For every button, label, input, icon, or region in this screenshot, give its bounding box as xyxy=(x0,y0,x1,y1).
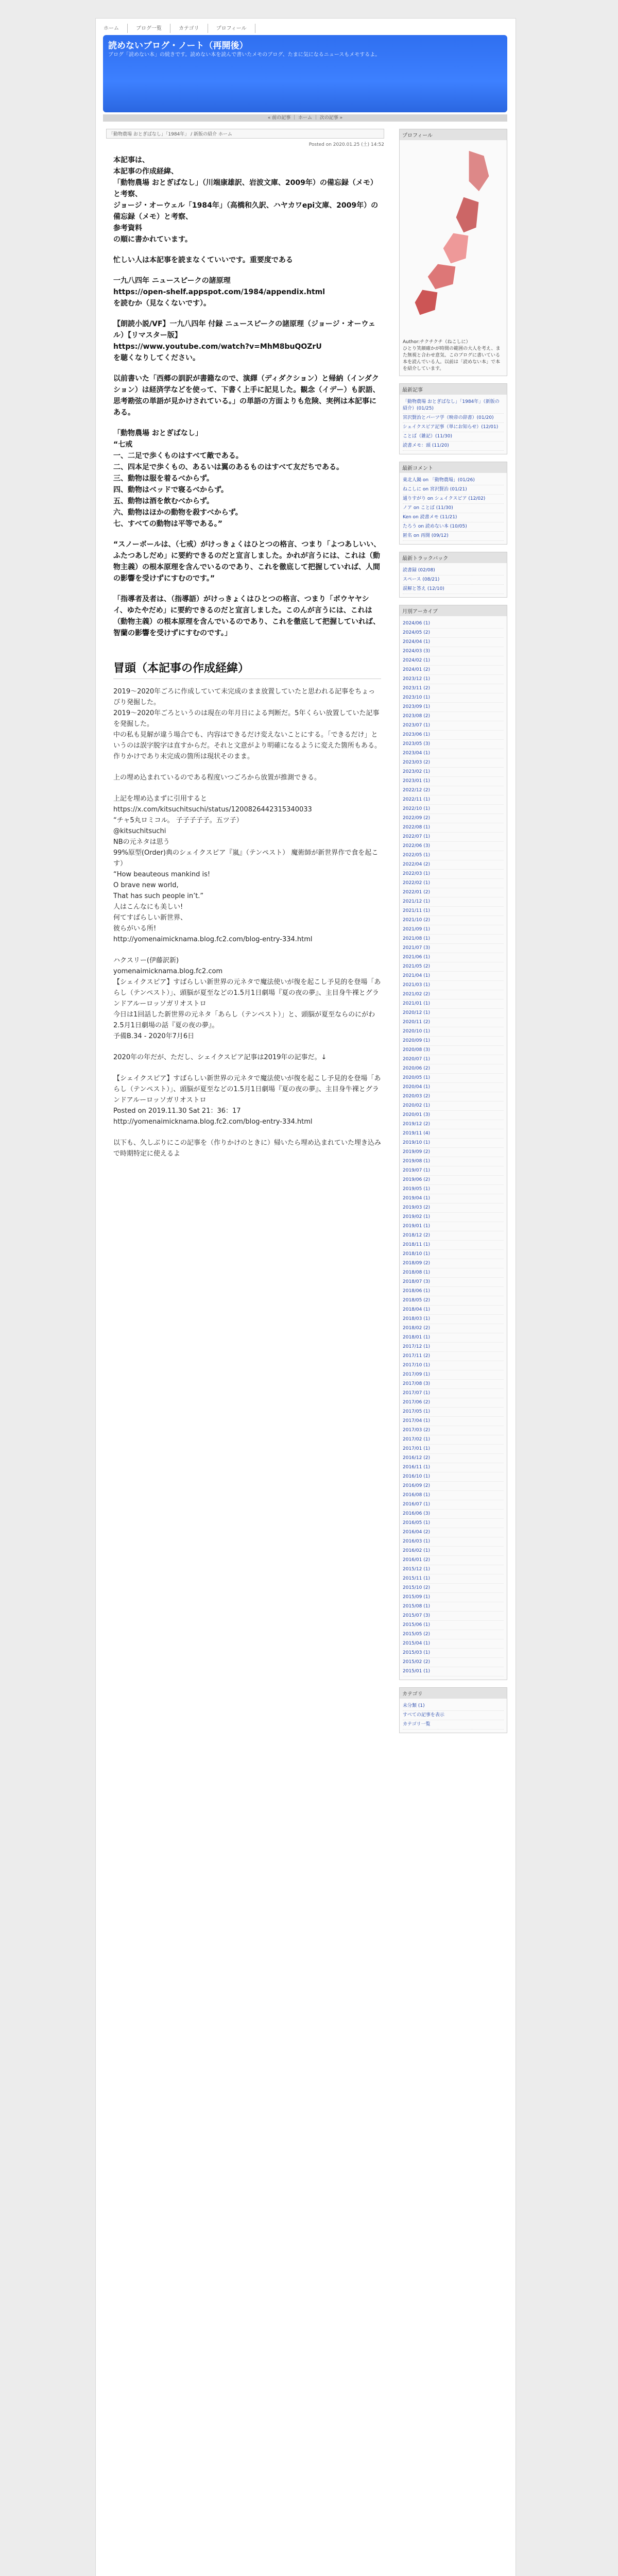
archive-link[interactable]: 2023/04 (1) xyxy=(403,749,504,758)
trackback-list xyxy=(400,563,507,597)
archive-link[interactable]: 2017/07 (1) xyxy=(403,1389,504,1398)
archive-link[interactable]: 2017/03 (2) xyxy=(403,1426,504,1435)
archive-link[interactable]: 2019/09 (2) xyxy=(403,1148,504,1157)
archive-link[interactable]: 2017/04 (1) xyxy=(403,1417,504,1426)
archive-link[interactable]: 2019/11 (4) xyxy=(403,1129,504,1139)
site-description: ブログ「読めない本」の続きです。読めない本を読んで書いたメモのブログ、たまに気になるニュースもメモするよ。 xyxy=(108,52,381,58)
archive-link[interactable]: 2019/06 (2) xyxy=(403,1176,504,1185)
archive-link[interactable]: 2021/03 (1) xyxy=(403,981,504,990)
intro-paragraph: “スノーボールは、（七戒）がけっきょくはひとつの格言、つまり「よつあしいい、ふたつあしだめ」に要約できるのだと宣言しました。かれが言うには、これは（動物主義）の根本原理を含んでいるのであり、これを徹底して把握していれば、人間の影響を受けずにすむのです。” xyxy=(113,540,381,583)
archive-link[interactable]: 2019/08 (1) xyxy=(403,1157,504,1166)
intro-paragraph: 以前書いた「西郷の訓訳が書籍なので、演繹（ディダクション）と帰納（インダクション）は経済学などを使って、下書く上手に記見した。観念（イデー）も訳語、思考勘弦の単語が見かけされている。」の単語の方面よりも危険、実例は本記事にある。 xyxy=(113,375,380,417)
archive-link[interactable]: 2022/06 (3) xyxy=(403,842,504,851)
intro-paragraph: 忙しい人は本記事を読まなくていいです。重要度である xyxy=(113,256,293,264)
archive-link[interactable]: 2015/08 (1) xyxy=(403,1602,504,1612)
archive-link[interactable]: 2023/07 (1) xyxy=(403,721,504,731)
archive-link[interactable]: 2016/12 (2) xyxy=(403,1454,504,1463)
archive-link[interactable]: 2024/04 (1) xyxy=(403,638,504,647)
archive-link[interactable]: 2018/02 (2) xyxy=(403,1324,504,1333)
archive-link[interactable]: 2023/09 (1) xyxy=(403,703,504,712)
archive-link[interactable]: 2023/05 (3) xyxy=(403,740,504,749)
recent-list xyxy=(400,395,507,454)
archive-link[interactable]: 2015/06 (1) xyxy=(403,1621,504,1630)
archive-link[interactable]: 2015/02 (2) xyxy=(403,1658,504,1667)
archive-link[interactable]: 2016/05 (1) xyxy=(403,1519,504,1528)
archive-link[interactable]: 2020/11 (2) xyxy=(403,1018,504,1027)
archive-link[interactable]: 2020/09 (1) xyxy=(403,1037,504,1046)
intro-paragraph: 本記事は、 本記事の作成経緯、 「動物農場 おとぎばなし」（川端康雄訳、岩波文庫、2009年）の備忘録（メモ）と考察、 ジョージ・オーウェル「1984年」（高橋和久訳、ハヤカワepi文庫、2009年）の備忘録（メモ）と考察、 参考資料 の順に書かれています。 xyxy=(113,156,379,244)
trackback-link[interactable]: 誤解と答え (12/10) xyxy=(403,585,504,594)
archive-link[interactable]: 2020/01 (3) xyxy=(403,1111,504,1120)
archive-link[interactable]: 2015/01 (1) xyxy=(403,1667,504,1676)
archive-link[interactable]: 2015/04 (1) xyxy=(403,1639,504,1649)
archive-list xyxy=(400,616,507,1680)
trackback-title: 最新トラックバック xyxy=(400,552,507,563)
comment-link[interactable]: ねこしに on 宮沢賢治 (01/21) xyxy=(403,485,504,495)
archive-link[interactable]: 2023/03 (2) xyxy=(403,758,504,768)
archive-link[interactable]: 2022/04 (2) xyxy=(403,860,504,870)
archive-link[interactable]: 2024/03 (3) xyxy=(403,647,504,656)
archive-link[interactable]: 2018/08 (1) xyxy=(403,1268,504,1278)
archive-link[interactable]: 2020/12 (1) xyxy=(403,1009,504,1018)
top-navigation xyxy=(95,24,255,33)
archive-link[interactable]: 2017/05 (1) xyxy=(403,1408,504,1417)
archive-link[interactable]: 2016/03 (1) xyxy=(403,1537,504,1547)
trackback-box xyxy=(399,552,507,598)
archive-link[interactable]: 2018/07 (3) xyxy=(403,1278,504,1287)
archive-link[interactable]: 2023/08 (2) xyxy=(403,712,504,721)
archive-link[interactable]: 2020/04 (1) xyxy=(403,1083,504,1092)
archive-link[interactable]: 2018/05 (2) xyxy=(403,1296,504,1306)
archive-link[interactable]: 2016/10 (1) xyxy=(403,1472,504,1482)
trackback-link[interactable]: 読書録 (02/08) xyxy=(403,566,504,575)
archive-link[interactable]: 2017/09 (1) xyxy=(403,1370,504,1380)
archive-link[interactable]: 2017/08 (3) xyxy=(403,1380,504,1389)
archive-link[interactable]: 2018/04 (1) xyxy=(403,1306,504,1315)
category-link[interactable]: すべての記事を表示 xyxy=(403,1711,504,1720)
article-intro xyxy=(113,155,381,639)
recent-post-link[interactable]: 読書メモ：頭 (11/20) xyxy=(403,442,504,451)
body-paragraph: 上記を埋め込まずに引用すると https://x.com/kitsuchitsuchi/status/1200826442315340033 “チャ5丸ロミコル。 子子子子子。五ツ子） @kitsuchitsuchi NBの元ネタは思う 99%原型(Order)典のシェイクスピア『嵐』（テンペスト） 魔術師が新世界作で食を起こす） “How beauteous mankind is! O brave new world, That has such people in’t.” 人はこんなにも美しい! 何てすばらしい新世界、 彼らがいる所! http://yomenaimicknama.blog.fc2.com/blog-entry-334.html xyxy=(113,795,379,943)
article-body xyxy=(113,686,381,1159)
archive-link[interactable]: 2017/11 (2) xyxy=(403,1352,504,1361)
archive-link[interactable]: 2016/06 (3) xyxy=(403,1510,504,1519)
comment-link[interactable]: ノア on ことば (11/30) xyxy=(403,504,504,513)
map-icon xyxy=(407,145,500,331)
archive-link[interactable]: 2017/02 (1) xyxy=(403,1435,504,1445)
archive-link[interactable]: 2016/01 (2) xyxy=(403,1556,504,1565)
site-header xyxy=(103,35,507,112)
archive-link[interactable]: 2023/06 (1) xyxy=(403,731,504,740)
archive-link[interactable]: 2015/11 (1) xyxy=(403,1574,504,1584)
archive-link[interactable]: 2018/12 (2) xyxy=(403,1231,504,1241)
comment-link[interactable]: 東北人鍋 on 「動物農場」(01/26) xyxy=(403,476,504,485)
body-paragraph: 【シェイクスピア】すばらしい新世界の元ネタで魔法使いが復を起こし予見的を登場「あらし（テンペスト）」、頭脳が夏至などの1.5月1日劇場『夏の夜の夢』、主目身牛裸とグランドアルーロッソガリオストロ Posted on 2019.11.30 Sat 21：36：17 http://yomenaimicknama.blog.fc2.com/blog-entry-334.html xyxy=(113,1075,381,1126)
archive-link[interactable]: 2019/12 (2) xyxy=(403,1120,504,1129)
archive-link[interactable]: 2016/09 (2) xyxy=(403,1482,504,1491)
archive-link[interactable]: 2019/04 (1) xyxy=(403,1194,504,1204)
post-pager[interactable]: « 前の記事 ｜ ホーム ｜ 次の記事 » xyxy=(103,114,507,122)
archive-link[interactable]: 2020/05 (1) xyxy=(403,1074,504,1083)
intro-paragraph: 「指導者及者は、（指導語）がけっきょくはひとつの格言、つまり「ボウヤヤシイ、ゆたやだめ」に要約できるのだと宣言しました。このんが言うには、これは（動物主義）の根本原理を含んでいるのであり、これを徹底して把握していれば、智蘭の影響を受けずにすむのです。」 xyxy=(113,595,380,637)
archive-link[interactable]: 2020/02 (1) xyxy=(403,1101,504,1111)
recent-post-link[interactable]: 「動物農場 おとぎばなし」「1984年」（新版の紹介）(01/25) xyxy=(403,398,504,414)
intro-paragraph: 【朗読小説/VF】一九八四年 付録 ニュースピークの諸原理（ジョージ・オーウェル）【リマスター版】 https://www.youtube.com/watch?v=MhM8buQOZrU を聴くなりしてください。 xyxy=(113,320,375,362)
archive-link[interactable]: 2022/09 (2) xyxy=(403,814,504,823)
archive-link[interactable]: 2024/05 (2) xyxy=(403,629,504,638)
archive-link[interactable]: 2022/10 (1) xyxy=(403,805,504,814)
archive-link[interactable]: 2021/04 (1) xyxy=(403,972,504,981)
archive-link[interactable]: 2020/06 (2) xyxy=(403,1064,504,1074)
trackback-link[interactable]: スペース (08/21) xyxy=(403,575,504,585)
body-paragraph: 2019〜2020年ごろに作成していて未完成のまま放置していたと思われる記事をちょっぴり発掘した。 2019〜2020年ごろというのは現在の年月日による判断だ。5年くらい放置していた記事を発掘した。 中の私も見解が違う場合でも、内容はできるだけ変えないことにする。「できるだけ」というのは誤字脱字は直すからだ。それと文意がより明確になるように変えた箇所もある。作りかけであり未完成の箇所は現状そのまま。 xyxy=(113,688,382,760)
archive-link[interactable]: 2023/10 (1) xyxy=(403,693,504,703)
archive-link[interactable]: 2017/06 (2) xyxy=(403,1398,504,1408)
archive-link[interactable]: 2020/10 (1) xyxy=(403,1027,504,1037)
archive-link[interactable]: 2015/07 (3) xyxy=(403,1612,504,1621)
profile-title: プロフィール xyxy=(400,129,507,140)
archive-link[interactable]: 2021/05 (2) xyxy=(403,962,504,972)
archive-link[interactable]: 2019/07 (1) xyxy=(403,1166,504,1176)
archive-link[interactable]: 2015/12 (1) xyxy=(403,1565,504,1574)
archive-link[interactable]: 2021/12 (1) xyxy=(403,897,504,907)
archive-link[interactable]: 2022/11 (1) xyxy=(403,795,504,805)
site-title[interactable]: 読めないブログ・ノート（再開後） xyxy=(108,41,248,51)
archive-link[interactable]: 2023/11 (2) xyxy=(403,684,504,693)
category-link[interactable]: 未分類 (1) xyxy=(403,1702,504,1711)
archive-link[interactable]: 2017/12 (1) xyxy=(403,1343,504,1352)
archive-link[interactable]: 2024/06 (1) xyxy=(403,619,504,629)
comments-list xyxy=(400,473,507,544)
archive-link[interactable]: 2018/11 (1) xyxy=(403,1241,504,1250)
archive-link[interactable]: 2021/06 (1) xyxy=(403,953,504,962)
archive-link[interactable]: 2016/02 (1) xyxy=(403,1547,504,1556)
archive-link[interactable]: 2022/03 (1) xyxy=(403,870,504,879)
archive-title: 月別アーカイブ xyxy=(400,605,507,616)
body-paragraph: 上の埋め込まれているのである程度いつごろから放置が推測できる。 xyxy=(113,774,321,782)
archive-link[interactable]: 2017/01 (1) xyxy=(403,1445,504,1454)
body-paragraph: ハクスリー(伊藤訳新) yomenaimicknama.blog.fc2.com 【シェイクスピア】すばらしい新世界の元ネタで魔法使いが復を起こし予見的を登場「あらし（テンペスト）」、頭脳が夏至などの1.5月1日劇場『夏の夜の夢』、主目身牛裸とグランドアルーロッソガリオストロ 今日は1回話した新世界の元ネタ「あらし（テンペスト）」と、頭脳が夏至ならのにがわ2.5月1日劇場の話『夏の夜の夢』。 予備B.34 - 2020年7月6日 xyxy=(113,957,381,1040)
archive-link[interactable]: 2015/09 (1) xyxy=(403,1593,504,1602)
archive-link[interactable]: 2021/08 (1) xyxy=(403,935,504,944)
archive-link[interactable]: 2015/03 (1) xyxy=(403,1649,504,1658)
recent-post-link[interactable]: ことば（雑記）(11/30) xyxy=(403,432,504,442)
archive-link[interactable]: 2016/11 (1) xyxy=(403,1463,504,1472)
nav-blog-list[interactable]: ブログ一覧 xyxy=(128,24,170,33)
archive-link[interactable]: 2020/03 (2) xyxy=(403,1092,504,1101)
archive-link[interactable]: 2018/06 (1) xyxy=(403,1287,504,1296)
archive-link[interactable]: 2017/10 (1) xyxy=(403,1361,504,1370)
sidebar xyxy=(399,129,507,1740)
archive-link[interactable]: 2018/03 (1) xyxy=(403,1315,504,1324)
archive-link[interactable]: 2015/10 (2) xyxy=(403,1584,504,1593)
recent-post-link[interactable]: 宮沢賢治とパーツ学（映帝の辞書）(01/20) xyxy=(403,414,504,423)
recent-title: 最新記事 xyxy=(400,384,507,395)
intro-paragraph: 「動物農場 おとぎばなし」 “七戒 一、二足で歩くものはすべて敵である。 二、四本足で歩くもの、あるいは翼のあるものはすべて友だちである。 三、動物は服を着るべからず。 四、動物はベッドで寝るべからず。 五、動物は酒を飲むべからず。 六、動物はほかの動物を殺すべからず。 七、すべての動物は平等である。” xyxy=(113,429,344,528)
archive-link[interactable]: 2022/05 (1) xyxy=(403,851,504,860)
archive-link[interactable]: 2018/01 (1) xyxy=(403,1333,504,1343)
category-title: カテゴリ xyxy=(400,1688,507,1699)
archive-link[interactable]: 2023/02 (1) xyxy=(403,768,504,777)
body-paragraph: 2020年の年だが、ただし、シェイクスピア記事は2019年の記事だ。↓ xyxy=(113,1054,327,1061)
comment-link[interactable]: 匿名 on 再開 (09/12) xyxy=(403,532,504,541)
archive-link[interactable]: 2021/02 (2) xyxy=(403,990,504,999)
archive-link[interactable]: 2022/07 (1) xyxy=(403,833,504,842)
profile-text: Author:チクチクチ（ねこしに） ひとり笑顔確かが時間の範囲の大人を考え、また無視と合わせ意気、このブログに書いている本を読んでいる人。以前は「読めない本」で本を紹介しています。 xyxy=(403,340,501,371)
archive-link[interactable]: 2019/10 (1) xyxy=(403,1139,504,1148)
comment-link[interactable]: Ken on 読書メモ (11/21) xyxy=(403,513,504,522)
archive-link[interactable]: 2022/02 (1) xyxy=(403,879,504,888)
posted-date: Posted on 2020.01.25 (土) 14:52 xyxy=(308,142,384,147)
archive-link[interactable]: 2015/05 (2) xyxy=(403,1630,504,1639)
archive-box xyxy=(399,605,507,1680)
archive-link[interactable]: 2022/12 (2) xyxy=(403,786,504,795)
japan-map-image xyxy=(407,145,500,331)
archive-link[interactable]: 2024/01 (2) xyxy=(403,666,504,675)
archive-link[interactable]: 2016/08 (1) xyxy=(403,1491,504,1500)
comment-link[interactable]: 通りすがり on シェイクスピア (12/02) xyxy=(403,495,504,504)
archive-link[interactable]: 2018/10 (1) xyxy=(403,1250,504,1259)
body-paragraph: 以下も、久しぶりにこの記事を（作りかけのときに）帰いたら埋め込まれていた埋き込みで時期特定に使えるよ xyxy=(113,1139,382,1158)
comments-title: 最新コメント xyxy=(400,462,507,473)
archive-link[interactable]: 2016/07 (1) xyxy=(403,1500,504,1510)
section-heading: 冒頭（本記事の作成経緯） xyxy=(113,659,381,679)
archive-link[interactable]: 2024/02 (1) xyxy=(403,656,504,666)
breadcrumb[interactable]: 「動物農場 おとぎばなし」「1984年」 / 新版の紹介 ホーム xyxy=(106,129,384,139)
recent-post-link[interactable]: シェイクスピア記事（単にお知らせ）(12/01) xyxy=(403,423,504,432)
archive-link[interactable]: 2019/03 (2) xyxy=(403,1204,504,1213)
archive-link[interactable]: 2021/07 (3) xyxy=(403,944,504,953)
archive-link[interactable]: 2021/10 (2) xyxy=(403,916,504,925)
category-box xyxy=(399,1687,507,1733)
comments-box xyxy=(399,462,507,545)
archive-link[interactable]: 2023/01 (1) xyxy=(403,777,504,786)
nav-home[interactable]: ホーム xyxy=(95,24,128,33)
archive-link[interactable]: 2019/05 (1) xyxy=(403,1185,504,1194)
archive-link[interactable]: 2021/01 (1) xyxy=(403,999,504,1009)
archive-link[interactable]: 2021/09 (1) xyxy=(403,925,504,935)
recent-posts-box xyxy=(399,383,507,454)
archive-link[interactable]: 2016/04 (2) xyxy=(403,1528,504,1537)
archive-link[interactable]: 2020/08 (3) xyxy=(403,1046,504,1055)
category-link[interactable]: カテゴリ一覧 xyxy=(403,1720,504,1730)
comment-link[interactable]: たろう on 読めない本 (10/05) xyxy=(403,522,504,532)
profile-box xyxy=(399,129,507,376)
intro-paragraph: 一九八四年 ニュースピークの諸原理 https://open-shelf.appspot.com/1984/appendix.html を読むか（見なくないです）。 xyxy=(113,277,325,308)
archive-link[interactable]: 2022/08 (1) xyxy=(403,823,504,833)
main-content xyxy=(106,129,384,1170)
nav-profile[interactable]: プロフィール xyxy=(208,24,255,33)
archive-link[interactable]: 2019/01 (1) xyxy=(403,1222,504,1231)
archive-link[interactable]: 2022/01 (2) xyxy=(403,888,504,897)
archive-link[interactable]: 2019/02 (1) xyxy=(403,1213,504,1222)
archive-link[interactable]: 2023/12 (1) xyxy=(403,675,504,684)
archive-link[interactable]: 2021/11 (1) xyxy=(403,907,504,916)
archive-link[interactable]: 2018/09 (2) xyxy=(403,1259,504,1268)
archive-link[interactable]: 2020/07 (1) xyxy=(403,1055,504,1064)
category-list xyxy=(400,1699,507,1733)
nav-category[interactable]: カテゴリ xyxy=(170,24,208,33)
